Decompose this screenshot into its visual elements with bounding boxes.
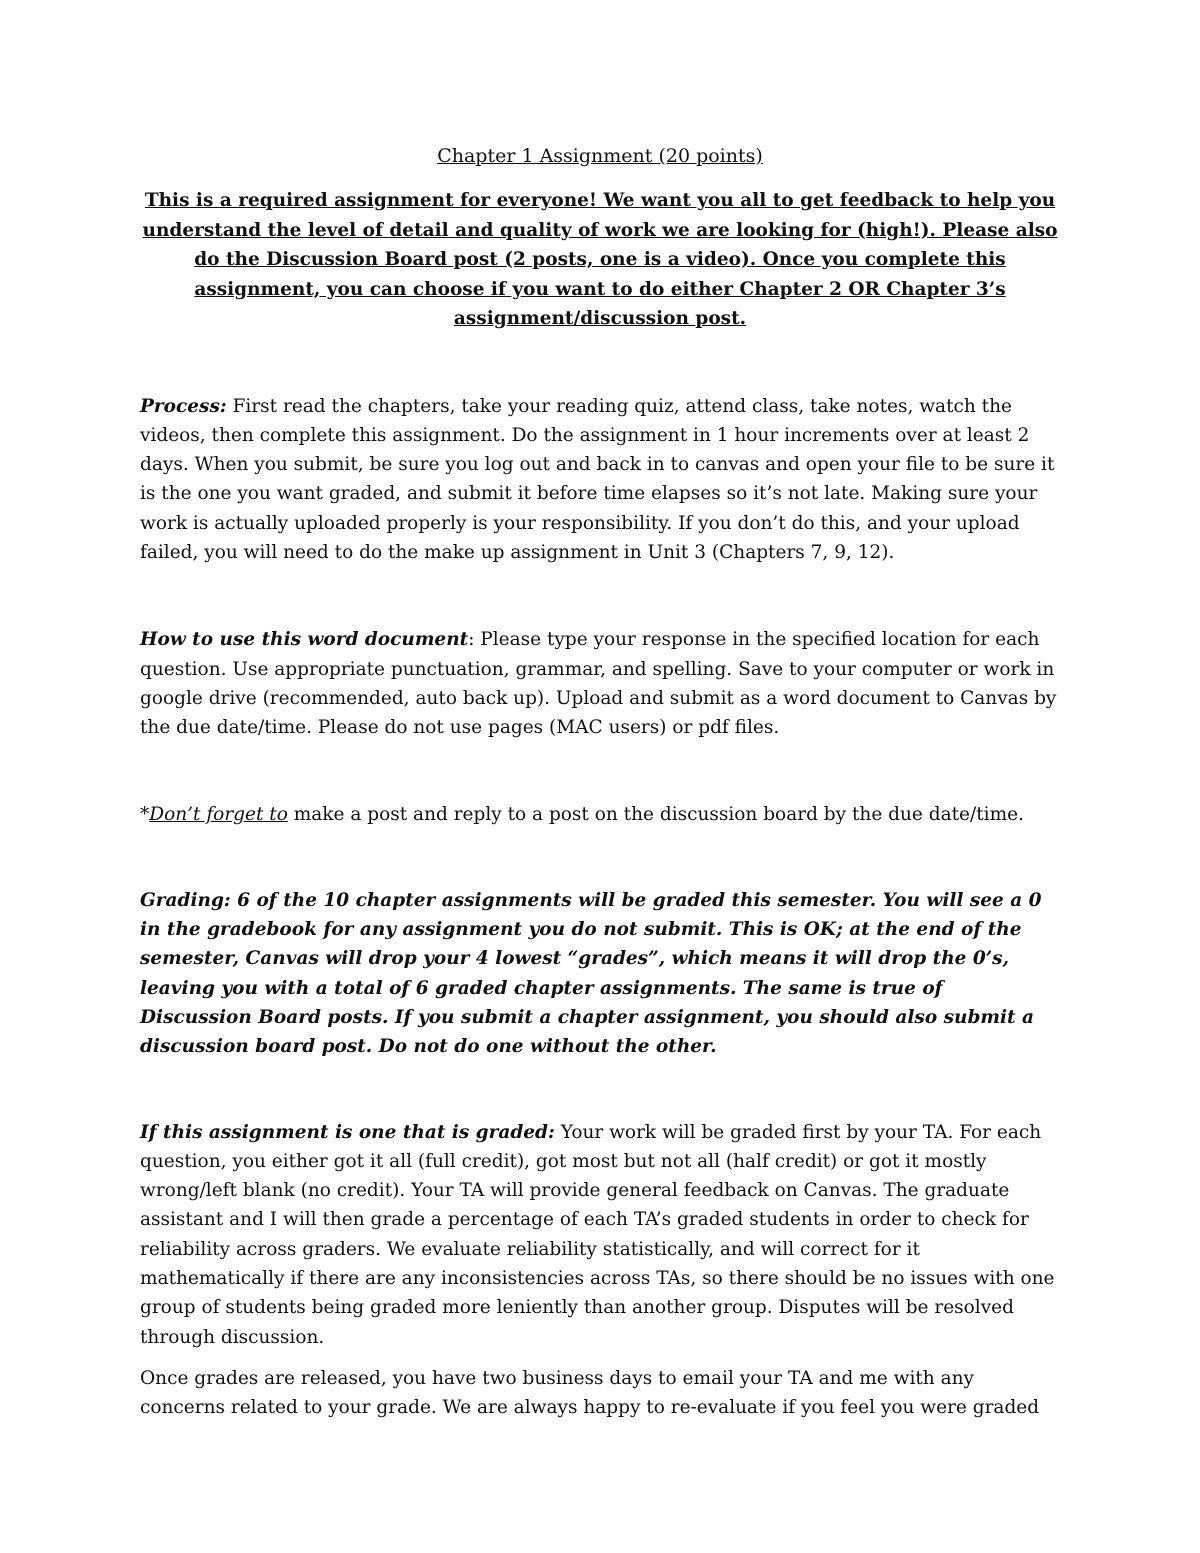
- if-graded-label: If this assignment is one that is graded:: [140, 1121, 555, 1143]
- if-graded-paragraph: [140, 1118, 1060, 1352]
- document-page: [140, 138, 1060, 1423]
- process-paragraph: [140, 392, 1060, 568]
- process-label: Process:: [140, 395, 227, 417]
- reminder-text: make a post and reply to a post on the discussion board by the due date/time.: [287, 804, 1024, 826]
- required-notice: This is a required assignment for everyone! We want you all to get feedback to help you understand the level of detail and quality of work we are looking for (high!). Please also do the Discussion Board post (2 posts, one is a video). Once you complete this assignment, you can choose if you want to do either Chapter 2 OR Chapter 3’s assignment/discussion post.: [142, 190, 1058, 329]
- if-graded-text: Your work will be graded first by your TA. For each question, you either got it all (full credit), got most but not all (half credit) or got it mostly wrong/left blank (no credit). Your TA will provide general feedback on Canvas. The graduate assistant and I will then grade a percentage of each TA’s graded students in order to check for reliability across graders. We evaluate reliability statistically, and will correct for it mathematically if there are any inconsistencies across TAs, so there should be no issues with one group of students being graded more leniently than another group. Disputes will be resolved through discussion.: [140, 1121, 1055, 1348]
- release-paragraph: Once grades are released, you have two business days to email your TA and me with any concerns related to your grade. We are always happy to re-evaluate if you feel you were graded: [140, 1367, 1040, 1419]
- spacer: [140, 567, 1060, 625]
- how-to-label: How to use this word document: [140, 629, 469, 651]
- reminder-paragraph: [140, 800, 1060, 829]
- spacer: [140, 1062, 1060, 1118]
- process-text: First read the chapters, take your reading quiz, attend class, take notes, watch the videos, then complete this assignment. Do the assignment in 1 hour increments over at least 2 days. When you submit, be sure you log out and back in to canvas and open your file to be sure it is the one you want graded, and submit it before time elapses so it’s not late. Making sure your work is actually uploaded properly is your responsibility. If you don’t do this, and your upload failed, you will need to do the make up assignment in Unit 3 (Chapters 7, 9, 12).: [140, 395, 1055, 563]
- reminder-emphasis: Don’t forget to: [149, 804, 288, 826]
- grading-paragraph: Grading: 6 of the 10 chapter assignments will be graded this semester. You will see a 0 in the gradebook for any assignment you do not submit. This is OK; at the end of the semester, Canvas will drop your 4 lowest “grades”, which means it will drop the 0’s, leaving you with a total of 6 graded chapter assignments. The same is true of Discussion Board posts. If you submit a chapter assignment, you should also submit a discussion board post. Do not do one without the other.: [140, 889, 1042, 1058]
- spacer: [140, 334, 1060, 392]
- how-to-text: : Please type your response in the specified location for each question. Use appropriate punctuation, grammar, and spelling. Save to your computer or work in google drive (recommended, auto back up). Upload and submit as a word document to Canvas by the due date/time. Please do not use pages (MAC users) or pdf files.: [140, 629, 1057, 739]
- spacer: [140, 830, 1060, 886]
- spacer: [140, 742, 1060, 800]
- document-title: Chapter 1 Assignment (20 points): [437, 145, 763, 167]
- spacer: [140, 1352, 1060, 1364]
- how-to-paragraph: [140, 625, 1060, 742]
- reminder-prefix: *: [140, 804, 150, 826]
